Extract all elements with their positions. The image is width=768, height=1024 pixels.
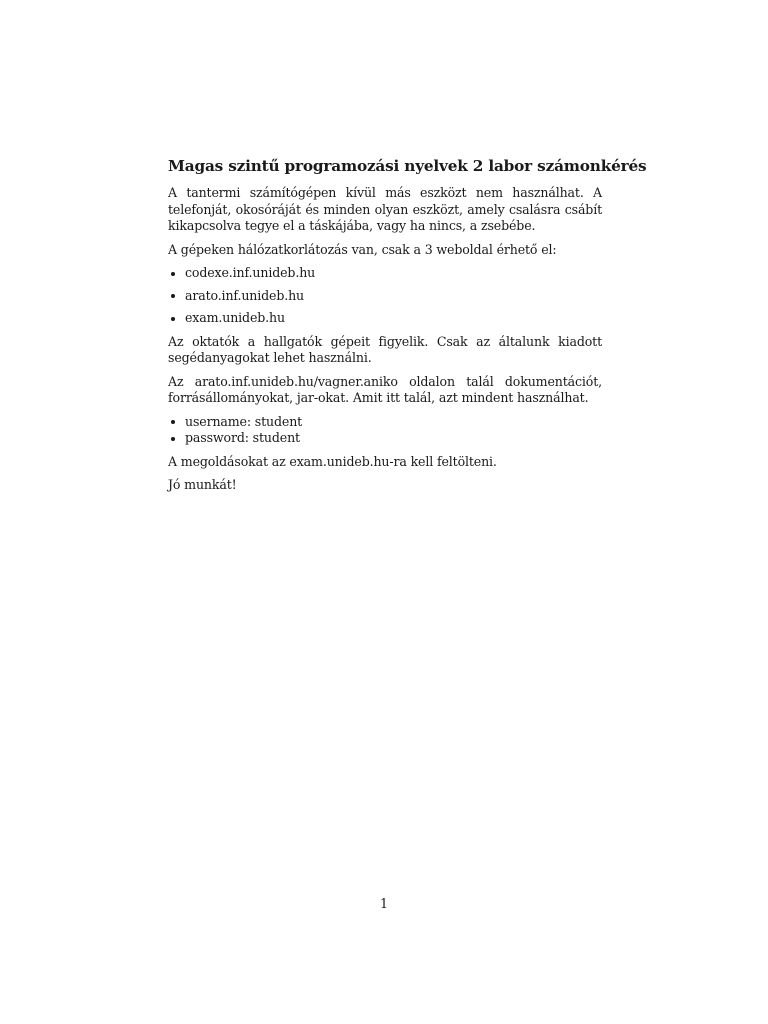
list-item	[168, 414, 602, 431]
bullet-icon	[171, 317, 175, 321]
bullet-icon	[171, 272, 175, 276]
monitoring-paragraph: Az oktatók a hallgatók gépeit figyelik. Csak az általunk kiadott segédanyagokat lehet használni.	[168, 333, 602, 365]
username-text: username: student	[185, 413, 303, 429]
credentials-list	[168, 414, 602, 447]
password-text: password: student	[185, 430, 300, 445]
website-link-text: exam.unideb.hu	[185, 310, 285, 325]
list-item	[168, 310, 602, 327]
page-number: 1	[379, 896, 388, 911]
list-item	[168, 288, 602, 305]
list-item	[168, 265, 602, 282]
bullet-icon	[171, 437, 175, 441]
bullet-icon	[171, 294, 175, 298]
website-link-text: arato.inf.unideb.hu	[185, 287, 305, 303]
closing-paragraph: Jó munkát!	[168, 477, 237, 492]
network-paragraph: A gépeken hálózatkorlátozás van, csak a 3 weboldal érhető el:	[168, 241, 557, 257]
website-list	[168, 265, 602, 327]
website-link-text: codexe.inf.unideb.hu	[185, 265, 316, 280]
document-title: Magas szintű programozási nyelvek 2 labor számonkérés	[168, 157, 647, 175]
resources-paragraph: Az arato.inf.unideb.hu/vagner.aniko oldalon talál dokumentációt, forrásállományokat, jar-okat. Amit itt talál, azt mindent használhat.	[168, 373, 602, 405]
document-content	[168, 156, 647, 501]
bullet-icon	[171, 420, 175, 424]
intro-paragraph: A tantermi számítógépen kívül más eszközt nem használhat. A telefonját, okosóráját és minden olyan eszközt, amely csalásra csábít kikapcsolva tegye el a táskájába, vagy ha nincs, a zsebébe.	[168, 185, 602, 233]
list-item	[168, 430, 602, 447]
upload-paragraph: A megoldásokat az exam.unideb.hu-ra kell feltölteni.	[168, 453, 497, 469]
